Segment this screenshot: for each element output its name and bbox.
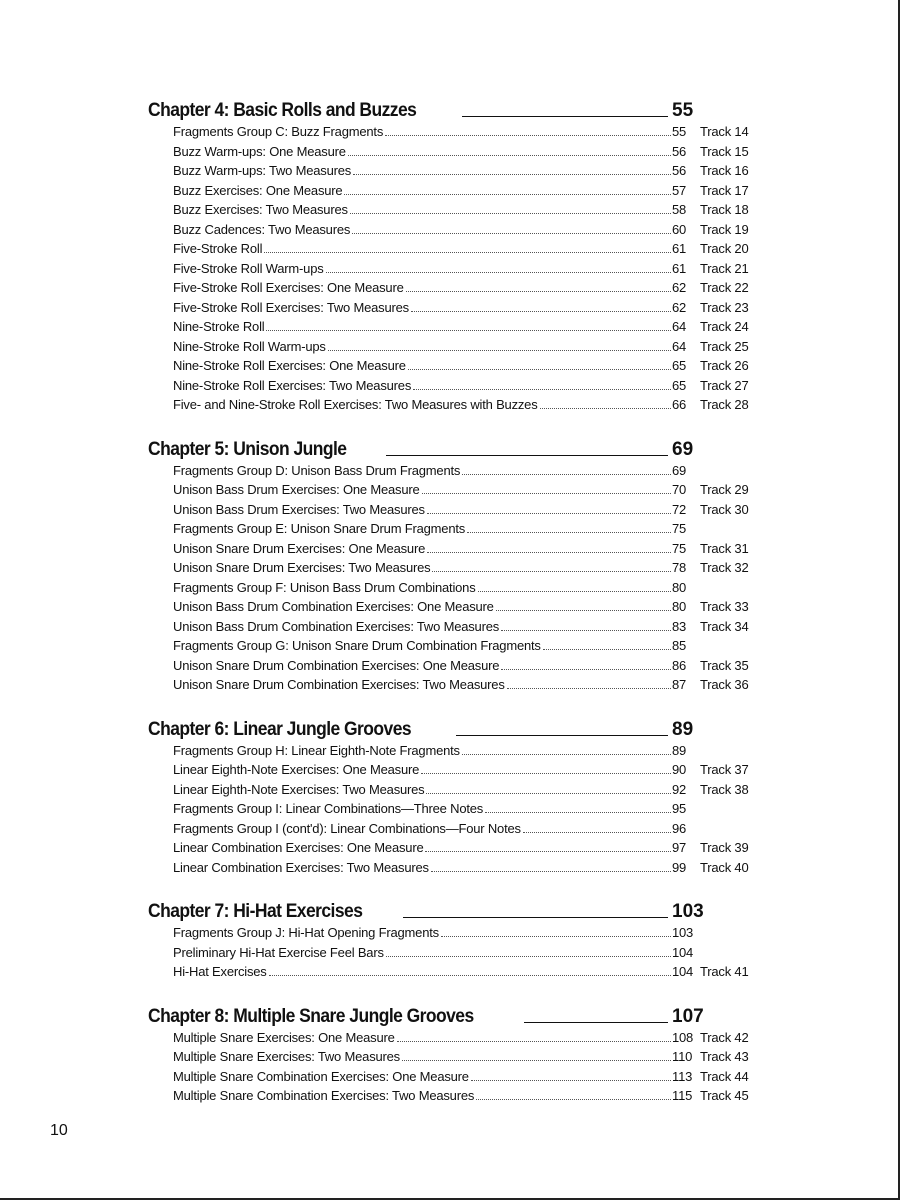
entry-page-number: 62 bbox=[672, 299, 687, 315]
entry-title: Unison Bass Drum Combination Exercises: Two Measures bbox=[173, 618, 500, 634]
entry-title: Unison Bass Drum Combination Exercises: One Measure bbox=[173, 599, 494, 614]
chapter-title: Chapter 7: Hi-Hat Exercises bbox=[148, 901, 363, 922]
toc-entry bbox=[148, 358, 758, 378]
dot-leader bbox=[501, 630, 671, 631]
entry-page-number: 90 bbox=[672, 762, 687, 777]
chapter-page-number: 69 bbox=[672, 438, 694, 460]
dot-leader bbox=[462, 474, 671, 475]
toc-entry bbox=[148, 599, 758, 619]
entry-title: Fragments Group F: Unison Bass Drum Combinations bbox=[173, 579, 476, 595]
entry-track-number: Track 19 bbox=[700, 221, 749, 237]
entry-title: Buzz Cadences: Two Measures bbox=[173, 221, 351, 237]
table-of-contents bbox=[148, 96, 758, 1126]
chapter-page-number: 55 bbox=[672, 100, 694, 121]
chapter-leader-rule bbox=[524, 1022, 668, 1023]
toc-entry bbox=[148, 677, 758, 697]
toc-entry bbox=[148, 1069, 758, 1089]
chapter-section bbox=[148, 1002, 758, 1108]
entry-page-number: 61 bbox=[672, 241, 687, 256]
entry-track-number: Track 30 bbox=[700, 501, 749, 517]
chapter-page-number: 103 bbox=[672, 901, 704, 922]
dot-leader bbox=[467, 532, 671, 533]
entry-track-number: Track 33 bbox=[700, 599, 749, 614]
entry-page-number: 95 bbox=[672, 801, 687, 816]
dot-leader bbox=[353, 174, 671, 175]
entry-track-number: Track 20 bbox=[700, 241, 749, 256]
dot-leader bbox=[422, 493, 671, 494]
entry-page-number: 99 bbox=[672, 859, 687, 875]
entry-track-number: Track 16 bbox=[700, 163, 749, 178]
toc-entry bbox=[148, 202, 758, 222]
entry-title: Nine-Stroke Roll Exercises: Two Measures bbox=[173, 377, 412, 393]
entry-page-number: 104 bbox=[672, 944, 694, 960]
entry-page-number: 75 bbox=[672, 521, 687, 536]
entry-track-number: Track 40 bbox=[700, 859, 749, 875]
entry-track-number: Track 35 bbox=[700, 657, 749, 673]
entry-title: Five-Stroke Roll Exercises: One Measure bbox=[173, 280, 404, 295]
entry-title: Five- and Nine-Stroke Roll Exercises: Two Measures with Buzzes bbox=[173, 397, 538, 412]
entry-track-number: Track 36 bbox=[700, 677, 749, 692]
entry-page-number: 80 bbox=[672, 599, 687, 614]
entry-title: Multiple Snare Exercises: One Measure bbox=[173, 1029, 395, 1045]
toc-entry bbox=[148, 840, 758, 860]
chapter-heading bbox=[148, 435, 758, 461]
dot-leader bbox=[471, 1080, 671, 1081]
entry-title: Buzz Exercises: Two Measures bbox=[173, 202, 348, 217]
entry-title: Fragments Group G: Unison Snare Drum Combination Fragments bbox=[173, 638, 541, 653]
entry-track-number: Track 45 bbox=[700, 1088, 749, 1103]
dot-leader bbox=[326, 272, 671, 273]
entry-title: Nine-Stroke Roll Exercises: One Measure bbox=[173, 358, 406, 373]
entry-title: Fragments Group D: Unison Bass Drum Fragments bbox=[173, 462, 461, 478]
entry-title: Fragments Group I (cont'd): Linear Combinations—Four Notes bbox=[173, 820, 521, 836]
toc-entry bbox=[148, 222, 758, 242]
entry-track-number: Track 29 bbox=[700, 482, 749, 497]
toc-entry bbox=[148, 925, 758, 945]
toc-entry bbox=[148, 163, 758, 183]
entry-track-number: Track 34 bbox=[700, 618, 749, 634]
dot-leader bbox=[386, 956, 671, 957]
entry-track-number: Track 17 bbox=[700, 182, 749, 198]
dot-leader bbox=[408, 369, 671, 370]
entry-title: Unison Bass Drum Exercises: Two Measures bbox=[173, 501, 425, 517]
entry-page-number: 61 bbox=[672, 260, 687, 276]
toc-entry bbox=[148, 521, 758, 541]
entry-page-number: 64 bbox=[672, 319, 687, 334]
entry-track-number: Track 41 bbox=[700, 964, 749, 979]
entry-title: Nine-Stroke Roll Warm-ups bbox=[173, 338, 326, 354]
entry-track-number: Track 38 bbox=[700, 781, 749, 797]
entry-track-number: Track 14 bbox=[700, 124, 749, 139]
toc-entry bbox=[148, 502, 758, 522]
entry-title: Fragments Group J: Hi-Hat Opening Fragments bbox=[173, 925, 439, 940]
entry-title: Linear Eighth-Note Exercises: Two Measures bbox=[173, 781, 425, 797]
toc-entry bbox=[148, 1088, 758, 1108]
toc-entry bbox=[148, 261, 758, 281]
dot-leader bbox=[427, 513, 671, 514]
dot-leader bbox=[507, 688, 671, 689]
entry-track-number: Track 37 bbox=[700, 762, 749, 777]
dot-leader bbox=[540, 408, 672, 409]
entry-title: Buzz Warm-ups: Two Measures bbox=[173, 163, 352, 178]
dot-leader bbox=[476, 1099, 671, 1100]
chapter-title: Chapter 4: Basic Rolls and Buzzes bbox=[148, 100, 417, 121]
toc-entry bbox=[148, 860, 758, 880]
toc-entry bbox=[148, 743, 758, 763]
entry-page-number: 78 bbox=[672, 560, 687, 575]
entry-page-number: 55 bbox=[672, 124, 687, 139]
dot-leader bbox=[427, 552, 671, 553]
entry-track-number: Track 18 bbox=[700, 202, 749, 217]
toc-entry bbox=[148, 638, 758, 658]
entry-title: Multiple Snare Combination Exercises: Two Measures bbox=[173, 1088, 475, 1103]
entry-title: Buzz Exercises: One Measure bbox=[173, 182, 343, 198]
entry-title: Fragments Group C: Buzz Fragments bbox=[173, 124, 384, 139]
entry-title: Five-Stroke Roll bbox=[173, 241, 263, 256]
dot-leader bbox=[397, 1041, 671, 1042]
entry-page-number: 97 bbox=[672, 840, 687, 855]
dot-leader bbox=[328, 350, 671, 351]
entry-title: Linear Combination Exercises: Two Measures bbox=[173, 859, 429, 875]
entry-page-number: 83 bbox=[672, 618, 687, 634]
toc-entry bbox=[148, 821, 758, 841]
dot-leader bbox=[432, 571, 671, 572]
entry-title: Unison Bass Drum Exercises: One Measure bbox=[173, 482, 420, 497]
toc-entry bbox=[148, 482, 758, 502]
toc-entry bbox=[148, 1049, 758, 1069]
dot-leader bbox=[441, 936, 671, 937]
toc-entry bbox=[148, 945, 758, 965]
chapter-title: Chapter 8: Multiple Snare Jungle Grooves bbox=[148, 1005, 474, 1027]
toc-entry bbox=[148, 280, 758, 300]
entry-title: Five-Stroke Roll Exercises: Two Measures bbox=[173, 299, 409, 315]
dot-leader bbox=[348, 155, 671, 156]
entry-title: Linear Combination Exercises: One Measure bbox=[173, 840, 424, 855]
entry-page-number: 72 bbox=[672, 501, 687, 517]
entry-title: Fragments Group E: Unison Snare Drum Fragments bbox=[173, 521, 466, 536]
dot-leader bbox=[485, 812, 671, 813]
entry-title: Multiple Snare Combination Exercises: One Measure bbox=[173, 1068, 469, 1084]
dot-leader bbox=[269, 975, 671, 976]
entry-title: Hi-Hat Exercises bbox=[173, 964, 267, 979]
entry-page-number: 75 bbox=[672, 540, 687, 556]
entry-track-number: Track 21 bbox=[700, 260, 749, 276]
entry-title: Unison Snare Drum Combination Exercises: One Measure bbox=[173, 657, 500, 673]
entry-page-number: 115 bbox=[672, 1088, 693, 1103]
entry-title: Buzz Warm-ups: One Measure bbox=[173, 143, 346, 159]
toc-entry bbox=[148, 339, 758, 359]
entry-page-number: 60 bbox=[672, 221, 687, 237]
entry-title: Multiple Snare Exercises: Two Measures bbox=[173, 1049, 400, 1064]
dot-leader bbox=[496, 610, 671, 611]
dot-leader bbox=[402, 1060, 671, 1061]
page-number: 10 bbox=[50, 1122, 68, 1139]
entry-title: Fragments Group I: Linear Combinations—Three Notes bbox=[173, 801, 484, 816]
toc-entry bbox=[148, 541, 758, 561]
entry-title: Five-Stroke Roll Warm-ups bbox=[173, 260, 324, 276]
dot-leader bbox=[406, 291, 671, 292]
entry-page-number: 80 bbox=[672, 579, 687, 595]
dot-leader bbox=[411, 311, 671, 312]
chapter-title: Chapter 5: Unison Jungle bbox=[148, 438, 347, 460]
chapter-section bbox=[148, 435, 758, 697]
toc-entry bbox=[148, 319, 758, 339]
chapter-section bbox=[148, 96, 758, 417]
dot-leader bbox=[431, 871, 671, 872]
dot-leader bbox=[413, 389, 671, 390]
entry-page-number: 58 bbox=[672, 202, 687, 217]
entry-title: Linear Eighth-Note Exercises: One Measure bbox=[173, 762, 420, 777]
chapter-leader-rule bbox=[462, 116, 668, 117]
chapter-section bbox=[148, 715, 758, 880]
entry-title: Unison Snare Drum Exercises: Two Measures bbox=[173, 560, 431, 575]
entry-page-number: 70 bbox=[672, 482, 687, 497]
entry-title: Fragments Group H: Linear Eighth-Note Fragments bbox=[173, 742, 460, 758]
entry-track-number: Track 31 bbox=[700, 540, 749, 556]
entry-page-number: 96 bbox=[672, 820, 687, 836]
toc-entry bbox=[148, 782, 758, 802]
entry-track-number: Track 25 bbox=[700, 338, 749, 354]
toc-entry bbox=[148, 463, 758, 483]
entry-page-number: 57 bbox=[672, 182, 687, 198]
entry-title: Unison Snare Drum Exercises: One Measure bbox=[173, 540, 426, 556]
entry-track-number: Track 39 bbox=[700, 840, 749, 855]
chapter-heading bbox=[148, 1002, 758, 1028]
entry-page-number: 103 bbox=[672, 925, 694, 940]
dot-leader bbox=[344, 194, 671, 195]
dot-leader bbox=[523, 832, 671, 833]
entry-track-number: Track 43 bbox=[700, 1049, 749, 1064]
entry-track-number: Track 44 bbox=[700, 1068, 749, 1084]
entry-track-number: Track 32 bbox=[700, 560, 749, 575]
entry-page-number: 62 bbox=[672, 280, 687, 295]
entry-page-number: 86 bbox=[672, 657, 687, 673]
toc-entry bbox=[148, 378, 758, 398]
chapter-title: Chapter 6: Linear Jungle Grooves bbox=[148, 718, 412, 740]
entry-page-number: 113 bbox=[672, 1068, 693, 1084]
entry-track-number: Track 26 bbox=[700, 358, 749, 373]
dot-leader bbox=[478, 591, 671, 592]
toc-entry bbox=[148, 580, 758, 600]
chapter-leader-rule bbox=[456, 735, 668, 736]
entry-track-number: Track 23 bbox=[700, 299, 749, 315]
chapter-section bbox=[148, 897, 758, 984]
entry-track-number: Track 22 bbox=[700, 280, 749, 295]
toc-entry bbox=[148, 1030, 758, 1050]
dot-leader bbox=[350, 213, 671, 214]
toc-entry bbox=[148, 801, 758, 821]
entry-page-number: 89 bbox=[672, 742, 687, 758]
entry-page-number: 85 bbox=[672, 638, 687, 653]
entry-track-number: Track 24 bbox=[700, 319, 749, 334]
dot-leader bbox=[352, 233, 671, 234]
toc-entry bbox=[148, 560, 758, 580]
entry-title: Preliminary Hi-Hat Exercise Feel Bars bbox=[173, 944, 384, 960]
chapter-page-number: 107 bbox=[672, 1005, 704, 1027]
entry-track-number: Track 27 bbox=[700, 377, 749, 393]
entry-track-number: Track 15 bbox=[700, 143, 749, 159]
entry-page-number: 108 bbox=[672, 1029, 694, 1045]
toc-entry bbox=[148, 144, 758, 164]
entry-page-number: 87 bbox=[672, 677, 687, 692]
toc-entry bbox=[148, 964, 758, 984]
dot-leader bbox=[462, 754, 671, 755]
entry-page-number: 56 bbox=[672, 143, 687, 159]
toc-entry bbox=[148, 762, 758, 782]
entry-track-number: Track 28 bbox=[700, 397, 749, 412]
toc-entry bbox=[148, 183, 758, 203]
chapter-heading bbox=[148, 715, 758, 741]
dot-leader bbox=[543, 649, 671, 650]
entry-page-number: 65 bbox=[672, 358, 687, 373]
entry-page-number: 92 bbox=[672, 781, 687, 797]
entry-page-number: 104 bbox=[672, 964, 694, 979]
toc-entry bbox=[148, 124, 758, 144]
entry-page-number: 110 bbox=[672, 1049, 693, 1064]
dot-leader bbox=[421, 773, 671, 774]
toc-entry bbox=[148, 397, 758, 417]
dot-leader bbox=[264, 252, 671, 253]
chapter-heading bbox=[148, 897, 758, 923]
entry-page-number: 65 bbox=[672, 377, 687, 393]
entry-page-number: 66 bbox=[672, 397, 687, 412]
chapter-leader-rule bbox=[386, 455, 668, 456]
entry-page-number: 69 bbox=[672, 462, 687, 478]
toc-entry bbox=[148, 241, 758, 261]
entry-page-number: 56 bbox=[672, 163, 687, 178]
toc-entry bbox=[148, 619, 758, 639]
chapter-leader-rule bbox=[403, 917, 668, 918]
chapter-heading bbox=[148, 96, 758, 122]
chapter-page-number: 89 bbox=[672, 718, 694, 740]
entry-page-number: 64 bbox=[672, 338, 687, 354]
dot-leader bbox=[425, 851, 671, 852]
dot-leader bbox=[266, 330, 671, 331]
toc-entry bbox=[148, 658, 758, 678]
toc-entry bbox=[148, 300, 758, 320]
dot-leader bbox=[501, 669, 671, 670]
entry-track-number: Track 42 bbox=[700, 1029, 749, 1045]
entry-title: Unison Snare Drum Combination Exercises: Two Measures bbox=[173, 677, 505, 692]
entry-title: Nine-Stroke Roll bbox=[173, 319, 265, 334]
dot-leader bbox=[426, 793, 671, 794]
dot-leader bbox=[385, 135, 671, 136]
